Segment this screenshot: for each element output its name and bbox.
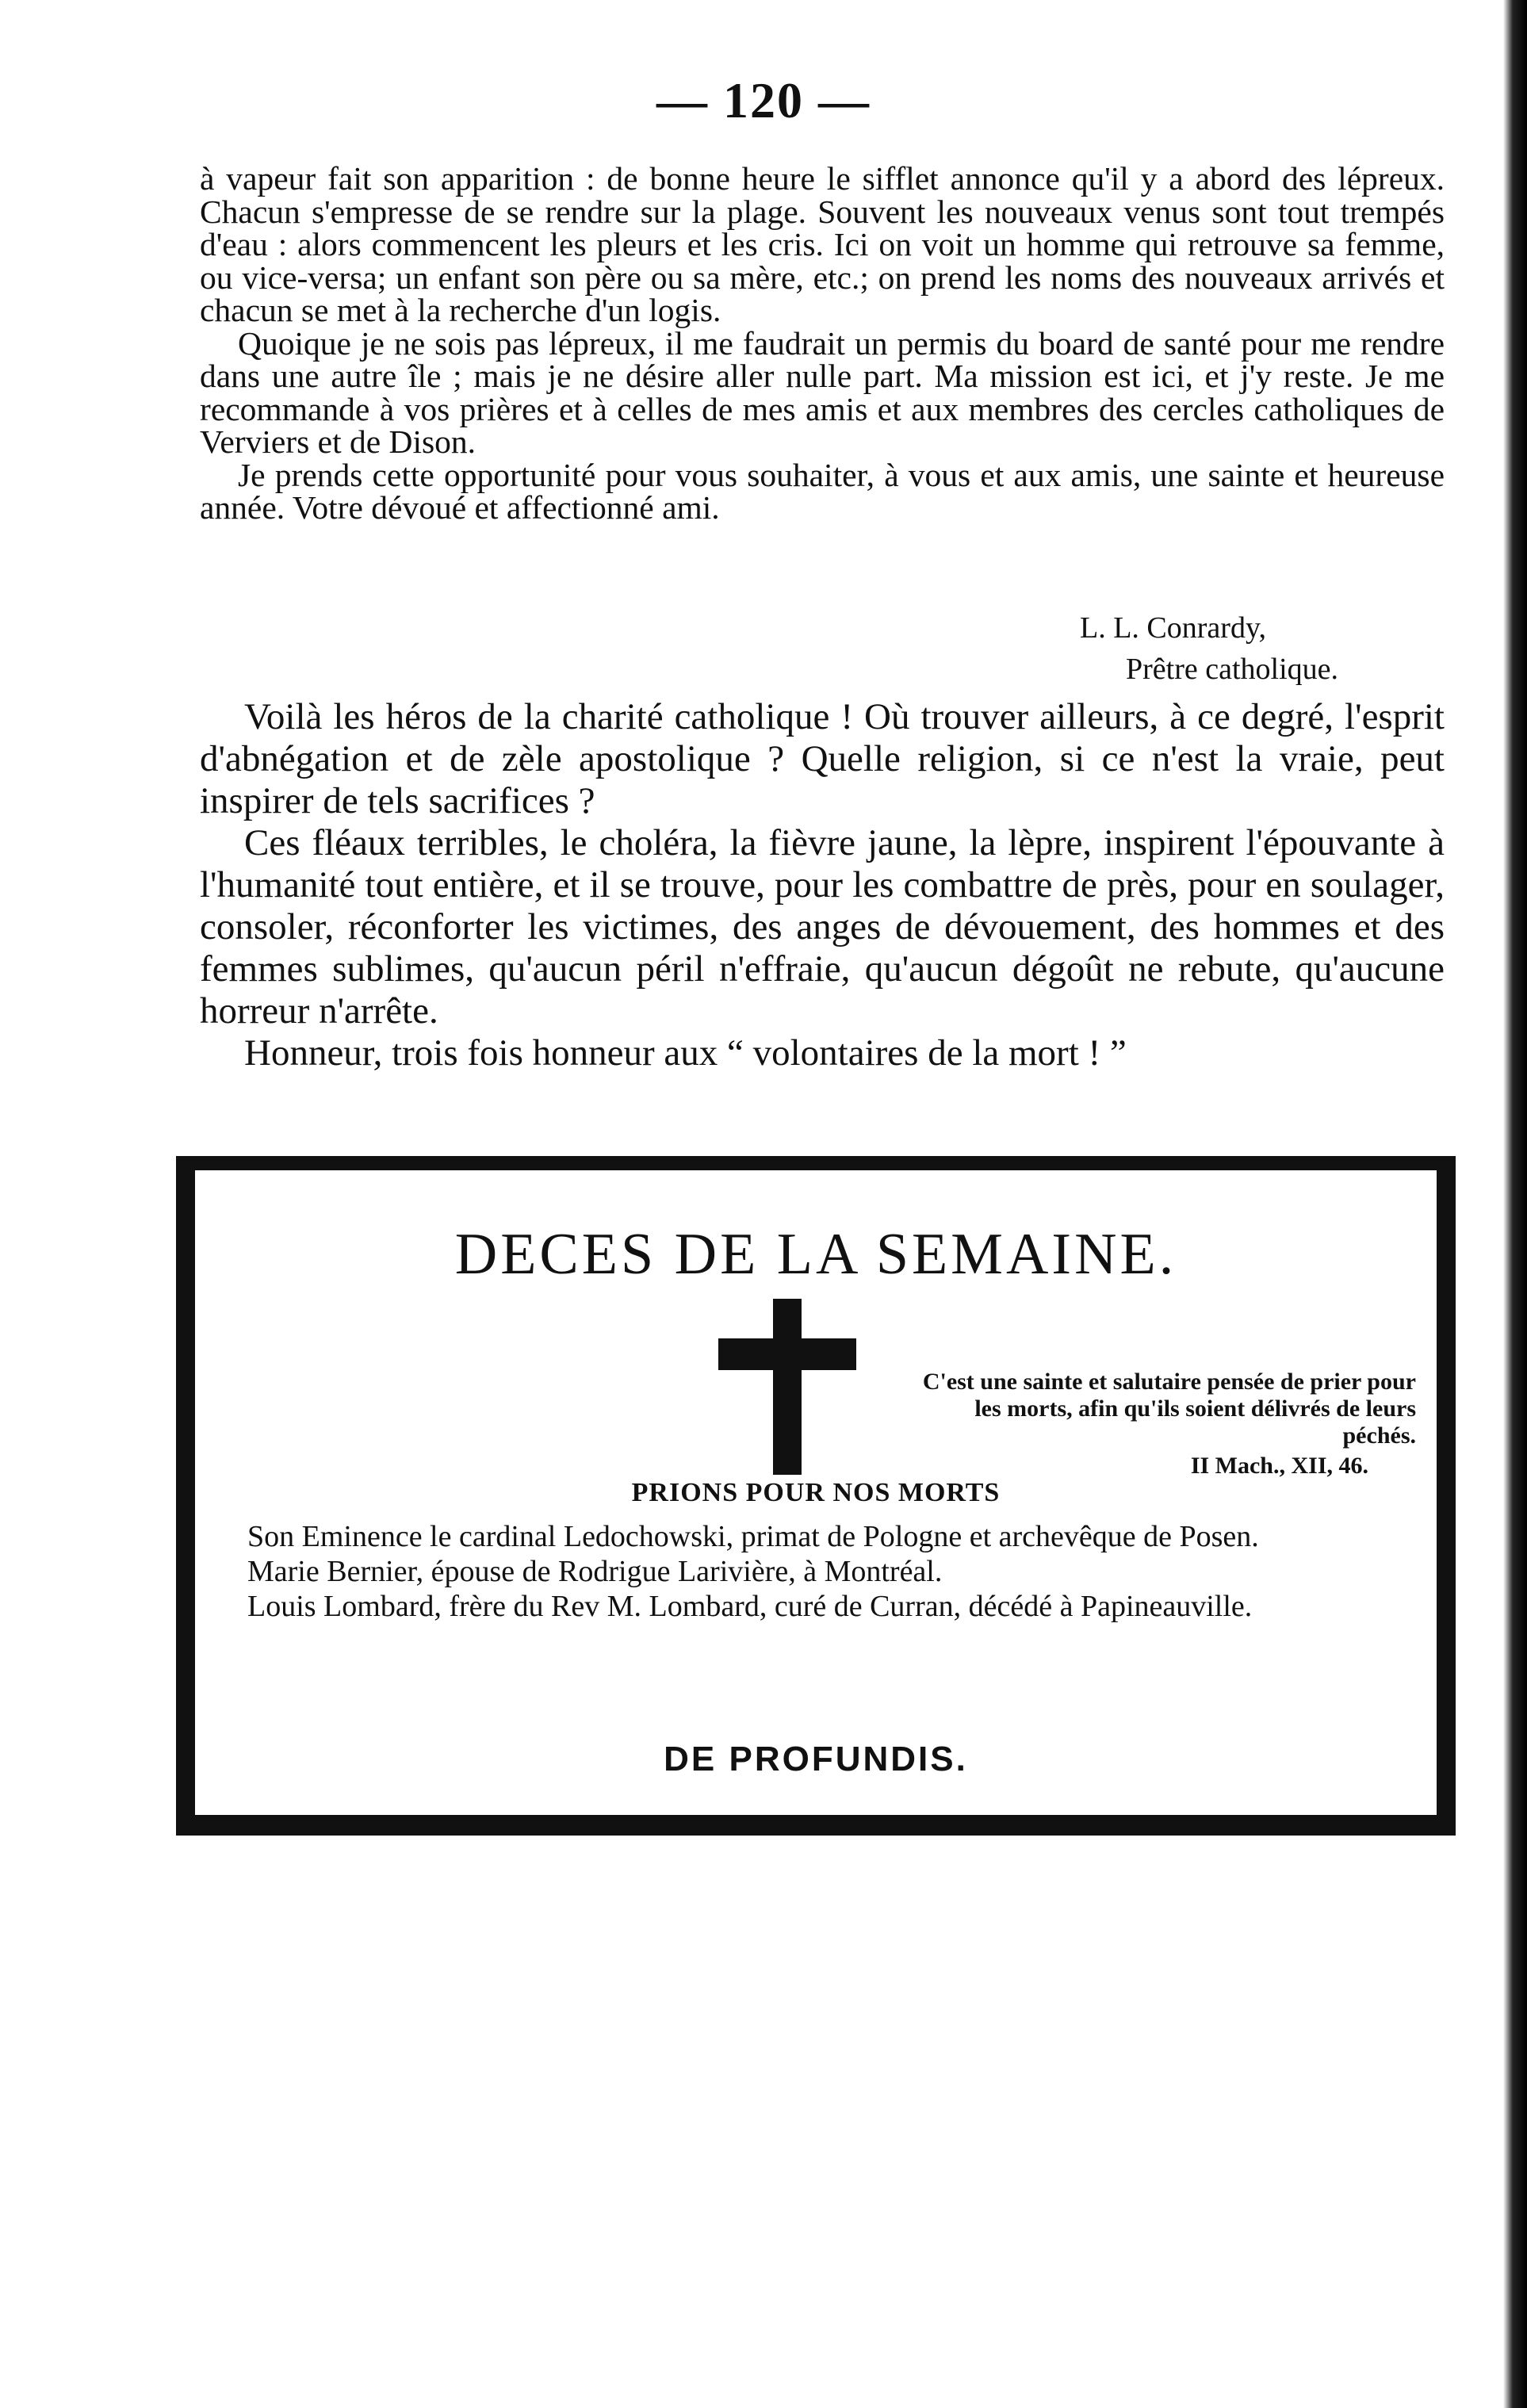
letter-paragraph-1: à vapeur fait son apparition : de bonne heure le sifflet annonce qu'il y a abord des lépreux. Chacun s'empresse de se rendre sur la plage. Souvent les nouveaux venus sont tout trempés d'eau : alors commencent les pleurs et les cris. Ici on voit un homme qui retrouve sa femme, ou vice-versa; un enfant son père ou sa mère, etc.; on prend les noms des nouveaux arrivés et chacun se met à la recherche d'un logis. bbox=[200, 160, 1445, 328]
cross-icon-bar bbox=[718, 1338, 856, 1370]
scripture-quote bbox=[909, 1369, 1416, 1480]
notice-title: DECES DE LA SEMAINE. bbox=[454, 1222, 1177, 1287]
page-number: — 120 — bbox=[656, 72, 871, 128]
scripture-quote-text: C'est une sainte et salutaire pensée de prier pour les morts, afin qu'ils soient délivrés de leurs péchés. bbox=[922, 1369, 1416, 1449]
scripture-reference: II Mach., XII, 46. bbox=[1190, 1453, 1368, 1479]
list-item: Marie Bernier, épouse de Rodrigue Larivière, à Montréal. bbox=[247, 1555, 943, 1588]
cross-icon bbox=[773, 1299, 802, 1475]
scan-edge-bar bbox=[1503, 0, 1527, 2408]
commentary-paragraph-1: Voilà les héros de la charité catholique ! Où trouver ailleurs, à ce degré, l'esprit d'abnégation et de zèle apostolique ? Quelle religion, si ce n'est la vraie, peut inspirer de tels sacrifices ? bbox=[200, 696, 1445, 821]
list-item: Louis Lombard, frère du Rev M. Lombard, curé de Curran, décédé à Papineauville. bbox=[247, 1590, 1253, 1623]
deceased-list bbox=[209, 1521, 1414, 1625]
death-notice-box bbox=[176, 1156, 1456, 1836]
prayer-heading: PRIONS POUR NOS MORTS bbox=[631, 1478, 1001, 1507]
commentary-paragraph-2: Ces fléaux terribles, le choléra, la fièvre jaune, la lèpre, inspirent l'épouvante à l'humanité tout entière, et il se trouve, pour les combattre de près, pour en soulager, consoler, réconforter les victimes, des anges de dévouement, des hommes et des femmes sublimes, qu'aucun péril n'effraie, qu'aucun dégoût ne rebute, qu'aucune horreur n'arrête. bbox=[200, 822, 1445, 1032]
signature-title: Prêtre catholique. bbox=[1126, 653, 1339, 686]
commentary-paragraph-3: Honneur, trois fois honneur aux “ volontaires de la mort ! ” bbox=[244, 1032, 1127, 1074]
letter-paragraph-2: Quoique je ne sois pas lépreux, il me faudrait un permis du board de santé pour me rendre dans une autre île ; mais je ne désire aller nulle part. Ma mission est ici, et j'y reste. Je me recommande à vos prières et à celles de mes amis et aux membres des cercles catholiques de Verviers et de Dison. bbox=[200, 324, 1445, 460]
closing-prayer: DE PROFUNDIS. bbox=[664, 1740, 968, 1778]
list-item: Son Eminence le cardinal Ledochowski, primat de Pologne et archevêque de Posen. bbox=[247, 1520, 1259, 1553]
letter-body bbox=[200, 160, 1445, 526]
commentary-body bbox=[200, 696, 1445, 1074]
signature-name: L. L. Conrardy, bbox=[1080, 611, 1266, 645]
letter-paragraph-3: Je prends cette opportunité pour vous souhaiter, à vous et aux amis, une sainte et heureuse année. Votre dévoué et affectionné ami. bbox=[200, 456, 1445, 526]
